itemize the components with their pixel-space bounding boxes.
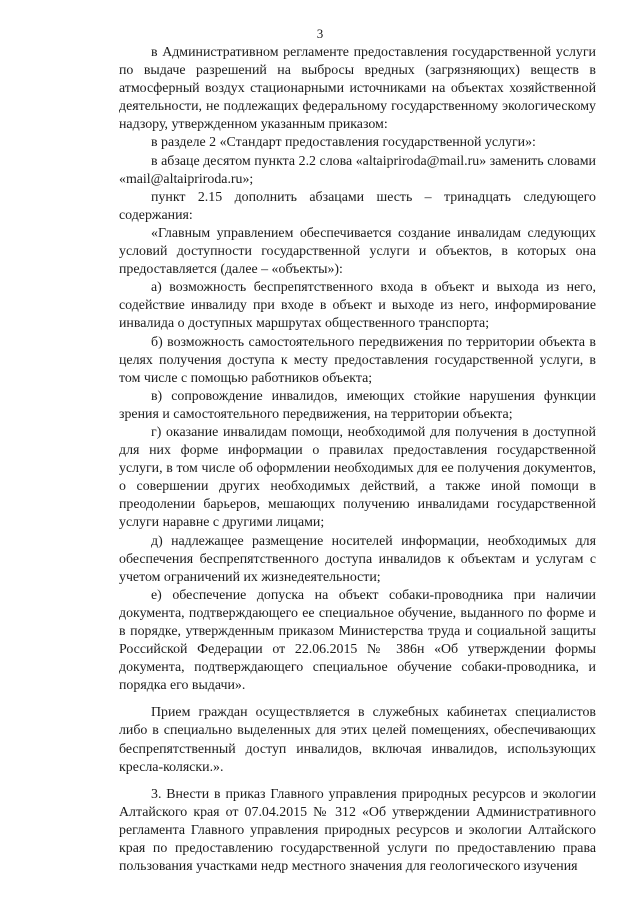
paragraph-email-change: в абзаце десятом пункта 2.2 слова «altaipriroda@mail.ru» заменить словами «mail@altaipriroda.ru»; [119, 153, 596, 187]
paragraph-item-d: д) надлежащее размещение носителей информации, необходимых для обеспечения беспрепятственного доступа инвалидов к объектам и услугам с учетом ограничений их жизнедеятельности; [119, 533, 596, 585]
paragraph-item-3: 3. Внести в приказ Главного управления природных ресурсов и экологии Алтайского края от 07.04.2015 № 312 «Об утверждении Административного регламента Главного управления природных ресурсов и экологии Алтайского края по предоставлению государственной услуги по предоставлению права пользования участками недр местного значения для геологического изучения [119, 786, 596, 875]
paragraph-item-e: е) обеспечение допуска на объект собаки-проводника при наличии документа, подтверждающего ее специальное обучение, выданного по форме и в порядке, утвержденным приказом Министерства труда и социальной защиты Российской Федерации от 22.06.2015 № 386н «Об утверждении формы документа, подтверждающего специальное обучение собаки-проводника, и порядка его выдачи». [119, 587, 596, 694]
paragraph-accessibility-intro: «Главным управлением обеспечивается создание инвалидам следующих условий доступности государственной услуги и объектов, в которых она предоставляется (далее – «объекты»): [119, 225, 596, 278]
document-body [119, 44, 596, 876]
paragraph-item-g: г) оказание инвалидам помощи, необходимой для получения в доступной для них форме информации о правилах предоставления государственной услуги, в том числе об оформлении необходимых для ее получения документов, о совершении других необходимых действий, а также иной помощи в преодолении барьеров, мешающих получению инвалидами государственной услуги наравне с другими лицами; [119, 424, 596, 531]
paragraph-reception: Прием граждан осуществляется в служебных кабинетах специалистов либо в специально выделенных для этих целей помещениях, обеспечивающих беспрепятственный доступ инвалидов, включая инвалидов, использующих кресла-коляски.». [119, 705, 596, 775]
paragraph-item-v: в) сопровождение инвалидов, имеющих стойкие нарушения функции зрения и самостоятельного передвижения, на территории объекта; [119, 388, 596, 422]
page-number: 3 [316, 26, 324, 41]
paragraph-section-2: в разделе 2 «Стандарт предоставления государственной услуги»: [151, 135, 536, 151]
paragraph-item-2-15: пункт 2.15 дополнить абзацами шесть – тринадцать следующего содержания: [119, 189, 596, 223]
paragraph-item-b: б) возможность самостоятельного передвижения по территории объекта в целях получения доступа к месту предоставления государственной услуги, в том числе с помощью работников объекта; [119, 334, 596, 386]
paragraph-regulation-intro: в Административном регламенте предоставления государственной услуги по выдаче разрешений на выбросы вредных (загрязняющих) веществ в атмосферный воздух стационарными источниками на объектах хозяйственной деятельности, не подлежащих федеральному государственному экологическому надзору, утвержденном указанным приказом: [119, 45, 596, 133]
paragraph-item-a: а) возможность беспрепятственного входа в объект и выхода из него, содействие инвалиду при входе в объект и выходе из него, информирование инвалида о доступных маршрутах общественного транспорта; [119, 280, 596, 332]
